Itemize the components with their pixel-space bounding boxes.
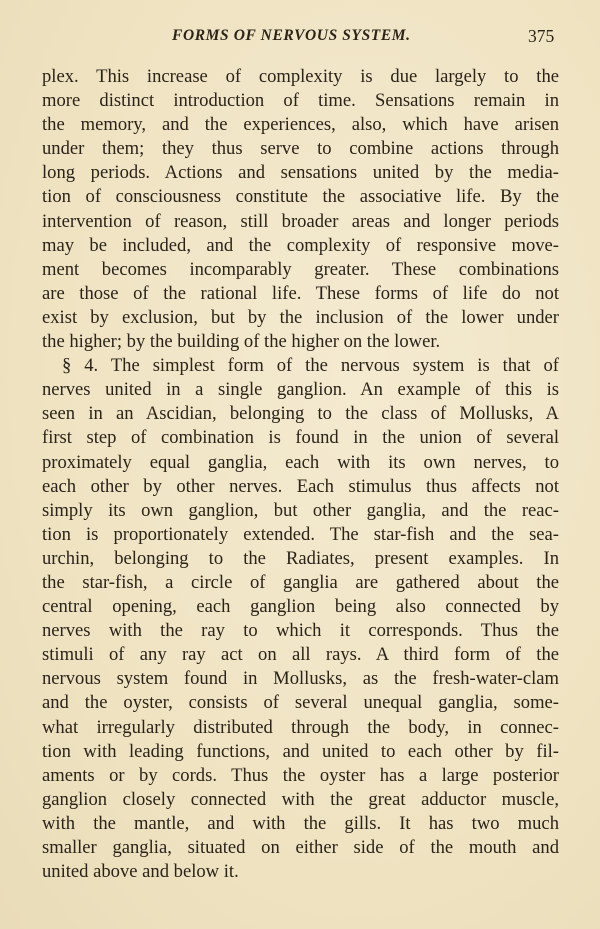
text-line: plex. This increase of complexity is due largely to the — [42, 66, 559, 87]
text-line: with the mantle, and with the gills. It has two much — [42, 812, 559, 834]
text-line: smaller ganglia, situated on either side of the mouth and — [42, 837, 559, 858]
text-line: central opening, each ganglion being also connected by — [42, 596, 559, 618]
text-line: each other by other nerves. Each stimulus thus affects not — [42, 475, 559, 497]
text-line: may be included, and the complexity of responsive move- — [42, 234, 559, 256]
text-line: tion with leading functions, and united to each other by fil- — [42, 740, 559, 762]
paragraph-end-line: the higher; by the building of the higher on the lower. — [42, 331, 441, 353]
text-line: seen in an Ascidian, belonging to the class of Mollusks, A — [42, 403, 559, 425]
text-line: and the oyster, consists of several unequal ganglia, some- — [42, 692, 559, 714]
text-line: exist by exclusion, but by the inclusion of the lower under — [42, 306, 559, 328]
text-line: the memory, and the experiences, also, which have arisen — [42, 114, 559, 136]
text-line: tion of consciousness constitute the associative life. By the — [42, 186, 559, 208]
text-line: nervous system found in Mollusks, as the fresh-water-clam — [42, 668, 559, 690]
text-line: intervention of reason, still broader areas and longer periods — [42, 210, 559, 232]
text-line: aments or by cords. Thus the oyster has a large posterior — [42, 764, 559, 786]
text-line: tion is proportionately extended. The star-fish and the sea- — [42, 523, 559, 545]
text-line: stimuli of any ray act on all rays. A third form of the — [42, 644, 559, 666]
running-head — [0, 27, 600, 51]
page-number: 375 — [528, 26, 555, 46]
text-line: proximately equal ganglia, each with its own nerves, to — [42, 451, 559, 473]
text-line: long periods. Actions and sensations united by the media- — [42, 162, 559, 184]
text-line: nerves with the ray to which it corresponds. Thus the — [42, 620, 559, 642]
text-line: first step of combination is found in the union of several — [42, 427, 559, 449]
text-line: under them; they thus serve to combine actions through — [42, 138, 559, 160]
text-line: urchin, belonging to the Radiates, present examples. In — [42, 547, 559, 569]
section-start-line: § 4. The simplest form of the nervous system is that of — [62, 355, 559, 377]
text-line: ganglion closely connected with the great adductor muscle, — [42, 788, 559, 810]
text-line: what irregularly distributed through the body, in connec- — [42, 716, 559, 738]
paragraph-end-line: united above and below it. — [42, 861, 239, 883]
text-line: ment becomes incomparably greater. These combinations — [42, 258, 559, 280]
running-title: FORMS OF NERVOUS SYSTEM. — [172, 27, 411, 44]
text-line: more distinct introduction of time. Sensations remain in — [42, 90, 559, 112]
text-line: are those of the rational life. These forms of life do not — [42, 282, 559, 304]
text-line: simply its own ganglion, but other ganglia, and the reac- — [42, 499, 559, 521]
text-line: the star-fish, a circle of ganglia are gathered about the — [42, 571, 559, 593]
body-text — [42, 65, 559, 884]
text-line: nerves united in a single ganglion. An example of this is — [42, 379, 559, 401]
